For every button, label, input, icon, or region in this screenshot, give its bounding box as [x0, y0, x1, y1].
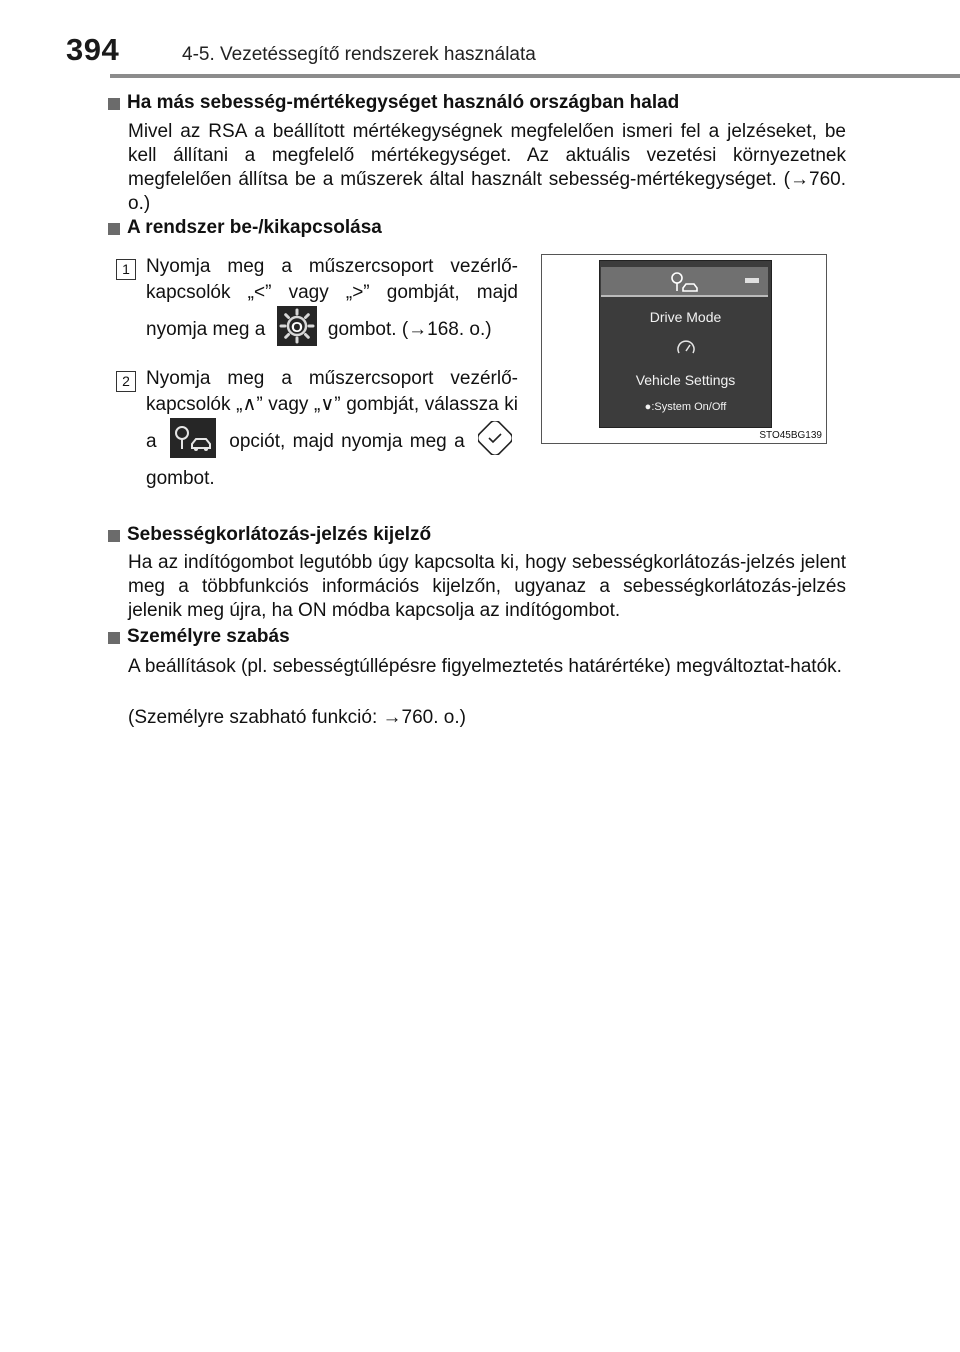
menu-drive-mode: Drive Mode — [649, 309, 722, 325]
settings-gear-icon — [277, 306, 317, 354]
svg-text:O: O — [290, 319, 303, 336]
display-illustration — [541, 254, 827, 444]
step-2-text-c: gombot. — [146, 468, 215, 489]
section-heading-customization — [108, 626, 290, 648]
page-header — [0, 0, 960, 80]
gauge-icon — [676, 339, 696, 363]
section-body-customization: A beállítások (pl. sebességtúllépésre figyelmeztetés határértéke) megváltoztat-hatók. — [128, 656, 842, 677]
section-body-customization-ref: (Személyre szabható funkció: →760. o.) — [128, 707, 466, 728]
square-bullet-icon — [108, 98, 120, 110]
section-heading-onoff — [108, 217, 382, 239]
step-1-text-a: Nyomja meg a műszercsoport vezérlő-kapcsolók „<” vagy „>” gombját, majd nyomja meg a — [146, 256, 518, 341]
section-heading-sign-display — [108, 524, 431, 546]
step-1-text-b: gombot. (→168. o.) — [327, 319, 492, 341]
road-sign-assist-icon — [170, 418, 216, 466]
section-heading-text: Ha más sebesség-mértékegységet használó országban halad — [127, 92, 680, 113]
step-2-text-b: opciót, majd nyomja meg a — [229, 431, 465, 453]
header-rule — [110, 74, 960, 78]
page-number: 394 — [66, 32, 120, 67]
section-heading-units — [108, 92, 679, 114]
chapter-title: 4-5. Vezetéssegítő rendszerek használata — [182, 44, 536, 65]
figure-code: STO45BG139 — [759, 430, 822, 441]
section-heading-text: Sebességkorlátozás-jelzés kijelző — [127, 524, 432, 545]
step-2-text — [146, 366, 518, 492]
step-number-2: 2 — [116, 371, 136, 392]
square-bullet-icon — [108, 530, 120, 542]
section-heading-text: Személyre szabás — [127, 626, 290, 647]
menu-vehicle-settings: Vehicle Settings — [635, 372, 736, 388]
step-1-text — [146, 254, 518, 354]
section-body-sign-display: Ha az indítógombot legutóbb úgy kapcsolta ki, hogy sebességkorlátozás-jelzés jelent meg a többfunkciós információs kijelzőn, ugyanaz a sebességkorlátozás-jelzés jelenik meg újra, ha ON módba kapcsolja az indítógombot. — [128, 552, 846, 621]
multi-info-display — [599, 260, 772, 428]
step-number-1: 1 — [116, 259, 136, 280]
menu-system-onoff: ●:System On/Off — [644, 401, 727, 413]
section-body-units: Mivel az RSA a beállított mértékegységnek megfelelően ismeri fel a jelzéseket, be kell állítani a megfelelő mértékegységet. Az aktuális vezetési környezetnek megfelelően állítsa be a műszerek által használt sebesség-mértékegységet. (→760. o.) — [128, 121, 846, 214]
square-bullet-icon — [108, 632, 120, 644]
selected-menu-row — [601, 267, 768, 297]
section-heading-text: A rendszer be-/kikapcsolása — [127, 217, 382, 238]
enter-button-icon — [478, 421, 512, 463]
square-bullet-icon — [108, 223, 120, 235]
step-2-text-a: Nyomja meg a műszercsoport vezérlő-kapcsolók „∧” vagy „∨” gombját, válassza ki a — [146, 368, 518, 453]
